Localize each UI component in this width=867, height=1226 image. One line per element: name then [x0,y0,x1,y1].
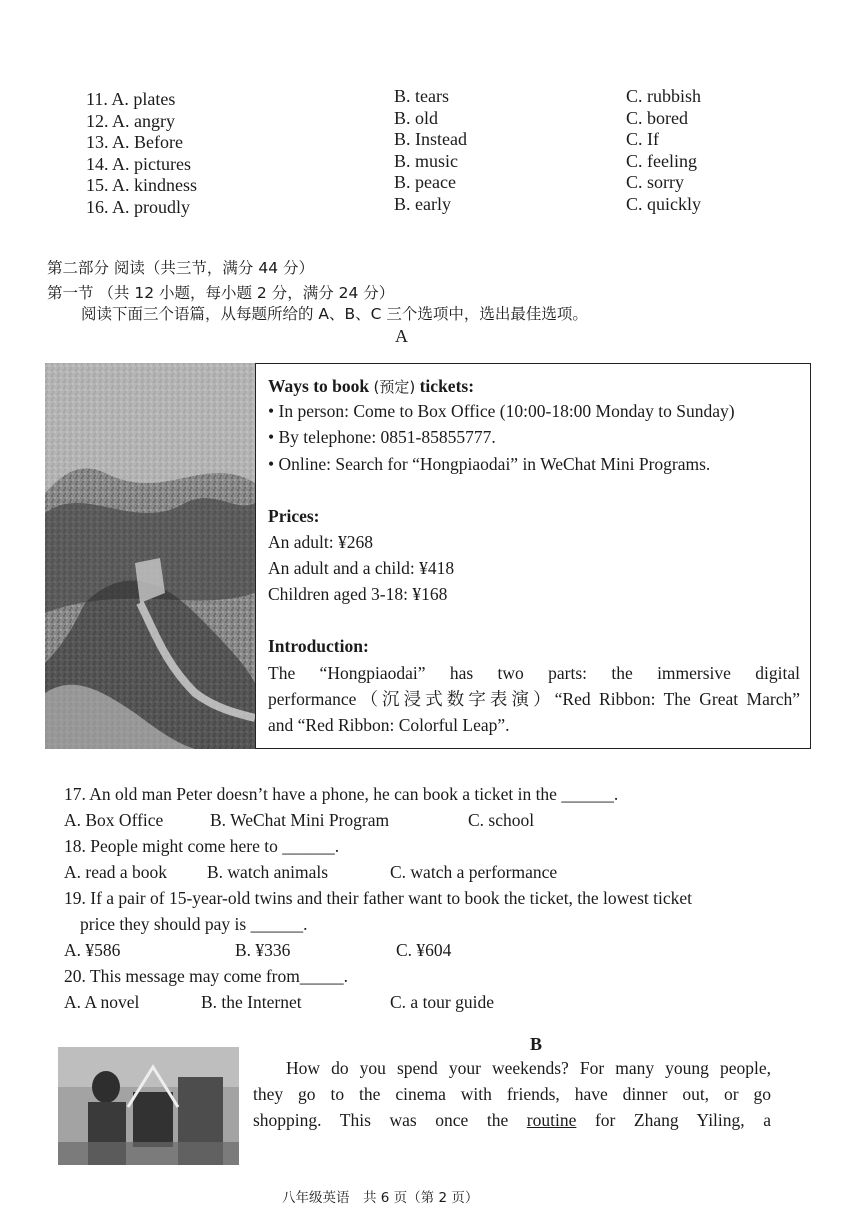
question-19-stem: 19. If a pair of 15-year-old twins and their father want to book the ticket, the lowest ticket [64,888,692,908]
question-19-option-b: B. ¥336 [235,940,291,960]
question-18-option-c: C. watch a performance [390,862,558,882]
question-20-option-b: B. the Internet [201,992,302,1012]
cloze-options-col-b [394,86,467,216]
booking-way-telephone: • By telephone: 0851-85855777. [268,427,496,447]
price-children: Children aged 3-18: ¥168 [268,584,448,604]
passage-b-photo [58,1047,239,1165]
question-19-option-c: C. ¥604 [396,940,452,960]
booking-way-online: • Online: Search for “Hongpiaodai” in WeChat Mini Programs. [268,454,711,474]
price-adult-child: An adult and a child: ¥418 [268,558,455,578]
question-19-option-a: A. ¥586 [64,940,121,960]
page-footer: 八年级英语 共 6 页（第 2 页） [282,1190,479,1206]
question-19-stem-cont: price they should pay is ______. [80,914,308,934]
cloze-option-13a: 13. A. Before [86,132,183,153]
passage-b-line-1: How do you spend your weekends? For many young people, [286,1058,771,1078]
routine-word: routine [526,1110,577,1130]
question-18-option-b: B. watch animals [207,862,329,882]
question-18-option-a: A. read a book [64,862,168,882]
intro-line-3: and “Red Ribbon: Colorful Leap”. [268,715,510,735]
question-17-option-a: A. Box Office [64,810,164,830]
cloze-option-12a: 12. A. angry [86,110,175,131]
booking-way-in-person: • In person: Come to Box Office (10:00-18:00 Monday to Sunday) [268,401,735,421]
cloze-option-15b: B. peace [394,172,456,193]
cloze-option-14a: 14. A. pictures [86,153,191,174]
cloze-option-12c: C. bored [626,107,688,128]
part-title: 第二部分 阅读（共三节，满分 44 分） [47,259,315,277]
question-20-stem: 20. This message may come from_____. [64,966,348,986]
cloze-option-12b: B. old [394,107,439,128]
question-17-option-b: B. WeChat Mini Program [210,810,390,830]
cloze-option-13c: C. If [626,129,659,150]
sub-title: 第一节 （共 12 小题，每小题 2 分，满分 24 分） [47,284,395,302]
cloze-option-11a: 11. A. plates [86,89,176,109]
cloze-option-13b: B. Instead [394,129,467,150]
cloze-option-16b: B. early [394,193,451,214]
prices-title: Prices: [268,506,320,526]
question-17-option-c: C. school [468,810,535,830]
price-adult: An adult: ¥268 [268,532,373,552]
cloze-options-col-c [626,86,701,216]
cloze-option-16c: C. quickly [626,193,701,214]
cloze-option-15a: 15. A. kindness [86,175,198,196]
cloze-option-11c: C. rubbish [626,86,702,106]
cloze-options-col-a [86,89,197,219]
cloze-option-14c: C. feeling [626,150,697,171]
passage-b-label: B [530,1034,543,1054]
passage-a-label: A [395,326,408,346]
passage-b-line-3: shopping. This was once the routine for Zhang Yiling, a [253,1110,771,1130]
question-18-stem: 18. People might come here to ______. [64,836,340,856]
ribbon-scene-illustration [45,363,255,749]
booking-heading: Ways to book (预定) tickets: [268,376,475,396]
intro-line-2: performance（沉浸式数字表演）“Red Ribbon: The Great March” [268,689,800,709]
cloze-option-11b: B. tears [394,86,449,106]
passage-a-ticket-box [255,363,811,749]
cloze-option-15c: C. sorry [626,172,684,193]
cloze-option-16a: 16. A. proudly [86,196,191,217]
shopping-scene-illustration [58,1047,239,1165]
question-17-stem: 17. An old man Peter doesn’t have a phone, he can book a ticket in the ______. [64,784,619,804]
passage-b-line-2: they go to the cinema with friends, have dinner out, or go [253,1084,771,1104]
intro-title: Introduction: [268,636,369,656]
passage-a-photo [45,363,255,749]
intro-line-1: The “Hongpiaodai” has two parts: the immersive digital [268,663,800,683]
question-20-option-c: C. a tour guide [390,992,495,1012]
instruction: 阅读下面三个语篇，从每题所给的 A、B、C 三个选项中，选出最佳选项。 [81,305,588,323]
question-20-option-a: A. A novel [64,992,140,1012]
cloze-option-14b: B. music [394,150,459,171]
